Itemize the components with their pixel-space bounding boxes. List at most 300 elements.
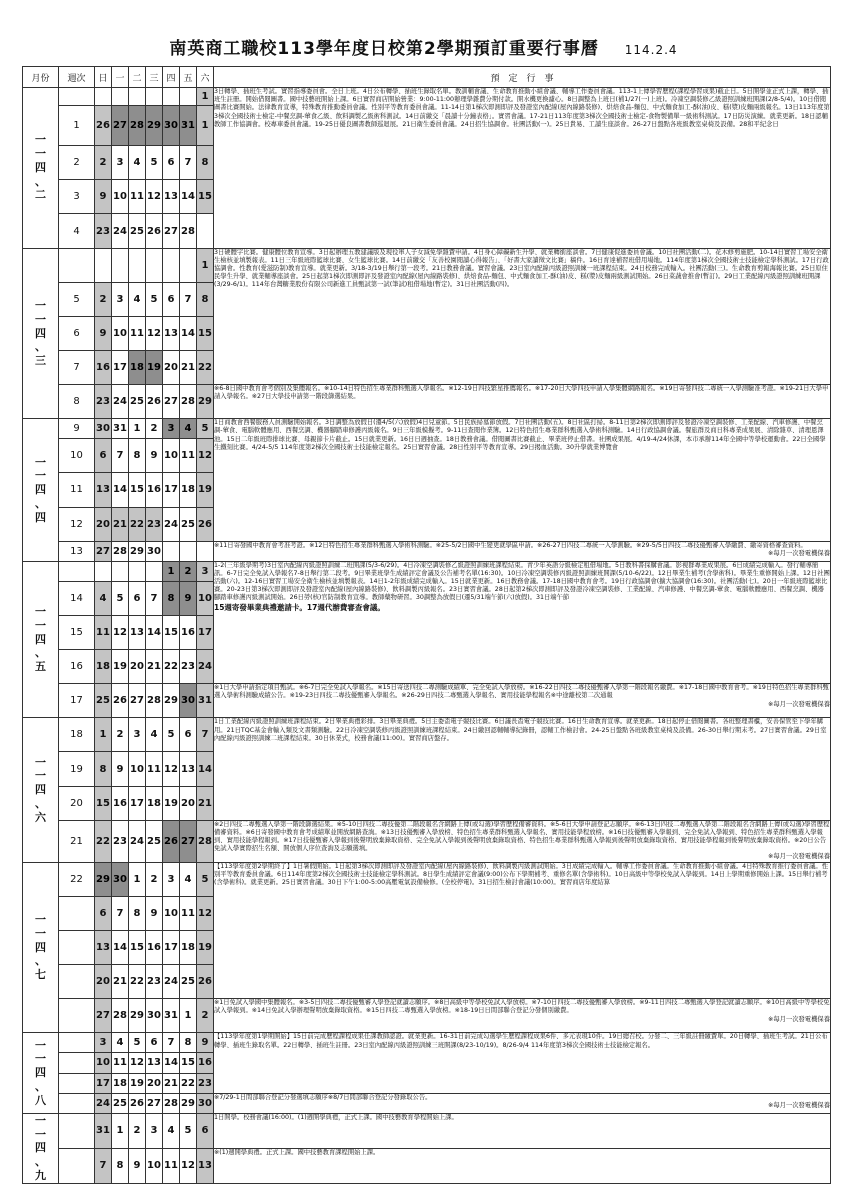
day-cell: 2 [146, 862, 163, 896]
events-text: ※2日四技二專甄選入學第一階段篩選結果。※5-10日四技二專技優第二階段報名含網路上傳(或勾選)學習歷程備審資料。※5-6日大學申請登記志願序。※6-13日四技二專甄選入學第二階段報名含網路上傳(或勾選)學習歷程備審資料。※6日寄發國中教育會考成績單並開放網路查詢。※13日技優甄審入學放榜、特色招生專業群科甄選入學報名、實用技能學程放榜。※16日技優甄審入學報到、完全免試入學報到、特色招生專業群科甄選入學報到、實用技能學程報到。※17日技優甄審入學報到後聲明放棄錄取資格、完全免試入學報到後聲明放棄錄取資格、特色招生專業群科甄選入學報到後聲明放棄錄取資格、實用技能學程報到後聲明放棄錄取資格。※20日公告免試入學實際招生名額、開放個人序位查詢及志願選填。 [214, 820, 830, 853]
week-row [23, 541, 831, 561]
day-cell: 23 [146, 965, 163, 999]
day-cell [112, 561, 129, 581]
day-cell [180, 88, 197, 106]
week-number: 21 [59, 820, 95, 862]
day-cell: 25 [180, 507, 197, 541]
day-cell: 12 [163, 752, 180, 786]
day-cell: 2 [95, 282, 112, 316]
day-cell: 8 [95, 752, 112, 786]
day-cell: 22 [180, 1073, 197, 1093]
month-cell: 一 一 四 、 五 [23, 561, 59, 718]
day-cell: 4 [180, 862, 197, 896]
day-cell: 23 [197, 1073, 214, 1093]
day-cell: 16 [95, 350, 112, 384]
day-cell: 25 [180, 965, 197, 999]
day-cell: 2 [197, 999, 214, 1033]
events-text: 1日開學。校務會議(16:00)。(1)週開學典禮，正式上課。國中技藝教育學程開始上課。 [214, 1113, 458, 1121]
day-cell: 1 [112, 1113, 129, 1148]
events-text: 1-2(三年級學期考)3日室內配線丙級證照訓練二班開課(5/3-6/29)。4日冷凍空調裝修乙級證照訓練班課程結束。青少年英語分級檢定租借場地。5日教科書採購會議。影視群專業成果展。6日成績完成輸入。發行輔導簡訊。6-7日完全免試入學報名7-8日舉行第二段考。9日畢業班學生成績評定會議及公告補考名單(16:30)。10日冷凍空調裝修丙級證照訓練班開課(5/10-6/22)。12日畢業生補考(含學術科)。畢業生重修開始上課。12日社團活動(六)。12-16日實習工場安全衛生檢核並填製報表。14日1-2年級成績完成輸入。15日就業更新。16日教務會議。17-18日國中教育會考。19日行政協調會(擴大協調會(16:30)。社團活動(七)。20日一年級班際籃球比賽。20-23日第3梯次即測即評及發證室內配線(屋內線路裝修)、飲料調製丙級報名。23日實習會議。28日起第2梯次即測即評及發證冷凍空調裝修、工業配線、汽車修護、中餐烹調-葷食、電腦軟體應用、西餐烹調、機器腳踏車修護丙級測試開始。26日勞(核)官防制教育宣導。教師藥物研習。30調整為放假日(遷5/31端午節(六)放假)。31日端午節 [214, 561, 830, 602]
day-cell: 8 [112, 1148, 129, 1183]
day-cell: 15 [95, 786, 112, 820]
day-cell: 26 [163, 820, 180, 862]
day-cell: 31 [197, 684, 214, 718]
events-cell [214, 718, 831, 820]
day-cell: 1 [197, 248, 214, 282]
day-cell: 17 [95, 1073, 112, 1093]
day-cell: 4 [129, 146, 146, 180]
day-cell: 29 [129, 999, 146, 1033]
day-cell: 4 [112, 1033, 129, 1053]
day-cell: 21 [163, 1073, 180, 1093]
day-cell: 9 [129, 1148, 146, 1183]
day-cell: 31 [180, 106, 197, 146]
day-cell: 9 [95, 180, 112, 214]
day-cell: 28 [112, 999, 129, 1033]
day-cell: 29 [163, 684, 180, 718]
day-cell: 12 [197, 439, 214, 473]
day-cell: 31 [95, 1113, 112, 1148]
day-cell: 20 [180, 786, 197, 820]
week-number: 6 [59, 316, 95, 350]
day-cell: 27 [95, 541, 112, 561]
day-cell: 11 [95, 615, 112, 649]
day-cell: 14 [180, 180, 197, 214]
day-cell: 26 [95, 106, 112, 146]
header-row [23, 67, 831, 88]
col-wed: 三 [146, 67, 163, 88]
day-cell: 16 [146, 473, 163, 507]
day-cell: 27 [129, 684, 146, 718]
day-cell: 19 [129, 1073, 146, 1093]
day-cell: 28 [129, 106, 146, 146]
week-number: 12 [59, 507, 95, 541]
day-cell: 15 [180, 1053, 197, 1073]
day-cell: 3 [146, 1113, 163, 1148]
day-cell: 27 [112, 106, 129, 146]
week-number: 1 [59, 106, 95, 146]
week-number [59, 1053, 95, 1073]
day-cell: 25 [129, 214, 146, 248]
day-cell: 21 [112, 965, 129, 999]
day-cell: 13 [129, 615, 146, 649]
day-cell: 13 [197, 1148, 214, 1183]
day-cell: 5 [146, 146, 163, 180]
day-cell: 6 [146, 1033, 163, 1053]
day-cell: 20 [95, 507, 112, 541]
day-cell: 24 [112, 214, 129, 248]
week-row [23, 862, 831, 896]
week-number: 11 [59, 473, 95, 507]
day-cell: 25 [95, 684, 112, 718]
day-cell [129, 561, 146, 581]
day-cell: 4 [163, 1113, 180, 1148]
day-cell: 14 [180, 316, 197, 350]
day-cell: 16 [146, 930, 163, 964]
day-cell [129, 88, 146, 106]
week-number: 2 [59, 146, 95, 180]
day-cell: 30 [95, 419, 112, 439]
events-text: ※7/29-1日間部聯合登記分發選填志願序※8/7日間部聯合登記分發錄取公告。 [214, 1093, 432, 1101]
events-cell [214, 1148, 831, 1183]
day-cell: 3 [112, 146, 129, 180]
day-cell: 28 [180, 385, 197, 419]
day-cell: 27 [180, 820, 197, 862]
day-cell: 11 [129, 180, 146, 214]
day-cell [180, 248, 197, 282]
events-cell [214, 999, 831, 1033]
col-mon: 一 [112, 67, 129, 88]
day-cell: 18 [180, 930, 197, 964]
day-cell: 26 [129, 1093, 146, 1113]
day-cell: 1 [129, 419, 146, 439]
day-cell: 1 [163, 561, 180, 581]
day-cell: 15 [129, 930, 146, 964]
week-number: 22 [59, 862, 95, 896]
day-cell: 8 [197, 146, 214, 180]
week-number [59, 561, 95, 581]
day-cell: 7 [180, 282, 197, 316]
day-cell: 21 [180, 350, 197, 384]
day-cell: 13 [163, 316, 180, 350]
day-cell: 25 [129, 385, 146, 419]
maintenance-note: ※每月一次發電機保養 [768, 1015, 830, 1023]
day-cell: 21 [112, 507, 129, 541]
col-fri: 五 [180, 67, 197, 88]
day-cell: 8 [197, 282, 214, 316]
events-text: 【113學年度第2學期終了】1日暑假開始。1日起第3梯次即測即評及發證室內配線(屋內線路裝修)、飲料調製丙級測試開始。3日成績完成輸入。輔導工作委員會議。生命教育推動小組會議。4日特殊教育推行委員會議。性別平等教育委員會議。6日114年度第2梯次全國技術士技能檢定學科測試。8日學生成績評定會議(9:00)公布下學期補考、重修名單(含學術科)。10日高級中等學校免試入學報到。14日上學期重修開始上課。15日舉行補考(含學術科)。就業更新。25日實習會議。30日下午1:00-5:00高壓電氣設備檢修。(全校停電)。31日招生檢討會議(10:00)。實習商店年度結算 [214, 862, 828, 887]
month-cell: 一 一 四 、 三 [23, 248, 59, 419]
day-cell: 10 [163, 896, 180, 930]
day-cell: 18 [95, 650, 112, 684]
day-cell [146, 248, 163, 282]
day-cell: 6 [163, 146, 180, 180]
week-number: 19 [59, 752, 95, 786]
day-cell: 22 [129, 507, 146, 541]
day-cell: 8 [163, 581, 180, 615]
day-cell: 20 [163, 350, 180, 384]
events-cell [214, 862, 831, 999]
day-cell: 8 [180, 1033, 197, 1053]
day-cell: 4 [146, 718, 163, 752]
day-cell: 1 [180, 999, 197, 1033]
day-cell: 19 [197, 930, 214, 964]
col-thu: 四 [163, 67, 180, 88]
day-cell: 3 [95, 1033, 112, 1053]
day-cell: 22 [95, 820, 112, 862]
month-cell: 一 一 四 、 九 [23, 1113, 59, 1183]
day-cell: 25 [112, 1093, 129, 1113]
events-cell [214, 684, 831, 718]
week-number [59, 1093, 95, 1113]
day-cell: 27 [146, 1093, 163, 1113]
title-date: 114.2.4 [624, 43, 678, 57]
events-text: 1日商教會西餐服務人員測驗開始報名。3日調整為放假日(遷4/5(六)放假)4日兒童節。5日民族掃墓節放假。7日社團活動(五)。8日社區打掃。8-11日第2梯次即測即評及發證冷凍空調裝修、工業配線、汽車修護、中餐烹調-葷食、電腦軟體應用、西餐烹調、機器腳踏車修護丙級報名。9日三年級模擬考。9-11日查閱作業簿。12日特色招生專業群科甄選入學術科測驗。14日行政協調會議。餐旅群及商日科專業成果展、清除雜草、清理恩澤池。15日二年級班際排球比賽、母親節卡片截止。15日就業更新。16日日週抽查。18日教務會議。借閱圖書比賽截止、畢業班停止借書。社團成果展。4/19-4/24休課，本市承辦114年全國中等學校運動會。22日全國學生鐵刻比賽。4/24-5/5 114年度第2梯次全國技術士技能檢定報名。25日實習會議。28日性別平等教育宣導。29日揭血活動。30升學就業博覽會 [214, 419, 826, 451]
day-cell [163, 541, 180, 561]
day-cell: 28 [163, 1093, 180, 1113]
day-cell: 13 [95, 473, 112, 507]
day-cell: 3 [197, 561, 214, 581]
week-number: 7 [59, 350, 95, 384]
week-number: 5 [59, 282, 95, 316]
day-cell: 30 [180, 684, 197, 718]
day-cell: 12 [146, 316, 163, 350]
day-cell: 10 [112, 180, 129, 214]
day-cell: 9 [95, 316, 112, 350]
day-cell: 8 [129, 896, 146, 930]
week-number: 13 [59, 541, 95, 561]
day-cell: 5 [112, 581, 129, 615]
col-week: 週次 [59, 67, 95, 88]
week-row [23, 1148, 831, 1183]
day-cell: 15 [197, 316, 214, 350]
week-row [23, 248, 831, 282]
day-cell: 2 [112, 718, 129, 752]
day-cell: 30 [163, 106, 180, 146]
maintenance-note: ※每月一次發電機保養 [768, 853, 830, 861]
week-row [23, 88, 831, 106]
week-number: 15 [59, 615, 95, 649]
events-cell [214, 419, 831, 541]
day-cell: 9 [112, 752, 129, 786]
day-cell: 8 [129, 439, 146, 473]
day-cell: 29 [180, 1093, 197, 1113]
col-sat: 六 [197, 67, 214, 88]
day-cell: 3 [112, 282, 129, 316]
maintenance-note: ※每月一次發電機保養 [768, 549, 830, 557]
week-number [59, 1073, 95, 1093]
day-cell: 17 [163, 930, 180, 964]
day-cell: 13 [180, 752, 197, 786]
col-month: 月份 [23, 67, 59, 88]
day-cell: 10 [146, 1148, 163, 1183]
day-cell: 15 [197, 180, 214, 214]
week-number: 8 [59, 385, 95, 419]
week-number [59, 1148, 95, 1183]
page-title: 南英商工職校113學年度日校第2學期預訂重要行事曆 114.2.4 [169, 39, 678, 59]
day-cell: 11 [180, 896, 197, 930]
week-row [23, 561, 831, 581]
week-number [59, 930, 95, 964]
month-cell: 一 一 四 、 二 [23, 88, 59, 249]
events-text: 【113學年度第1學期開始】15日前完成歷程課程成果任課教師認證。就業更新。16-31日前完成勾選學生歷程課程成果6件、多元表現10件。19日總召校。分發二、三年級註冊繳費單。20日轉學、插班生考試。21日公布轉學、插班生錄取名單。22日轉學、插班生註冊。23日室內配線丙級證照訓練三班開課(8/23-10/19)。8/26-9/4 114年度第3梯次全國技術士技能檢定報名。 [214, 1033, 828, 1049]
maintenance-note: ※每月一次發電機保養 [768, 1101, 830, 1109]
week-number: 9 [59, 419, 95, 439]
day-cell: 14 [112, 930, 129, 964]
day-cell: 22 [129, 965, 146, 999]
day-cell: 9 [146, 896, 163, 930]
day-cell: 6 [180, 718, 197, 752]
day-cell: 11 [146, 752, 163, 786]
week-row [23, 1033, 831, 1053]
day-cell: 5 [180, 1113, 197, 1148]
week-number: 4 [59, 214, 95, 248]
events-cell [214, 561, 831, 683]
day-cell: 17 [163, 473, 180, 507]
day-cell: 20 [146, 1073, 163, 1093]
events-text: 3日硬體字比賽。健康體位教育宣導。3日起辦理五教建議版及現役軍人子女減免學雜費申請。4日身心障礙新生升學、就業轉銜座談會。7日健康促進委員會議。10日社團活動(二)。花木修剪施肥。10-14日實習工場安全衛生檢核並填製報表。11日三年級班際籃球比賽、女生籃球比賽。14日前繳交「友善校園閱讀心得報告」、「好書大家讀徵文比賽」稿件。16日育達補習班借用場地。114年度第1梯次全國技術士技能檢定學科測試。17日行政協調會。性教育(愛滋防制)教育宣導。就業更新。3/18-3/19日舉行第一段考。21日教務會議。實習會議。23日室內配線丙級證照訓練一班課程結束。24日校務完成輸入。社團活動(三)。生命教育剪報海報比賽。25日原住民學生升學、就業輔導座談會。25日起第1梯次即測即評及發證室內配線(屋內線路裝修)、烘焙食品-麵包、中式麵食加工-酥(油)皮、糕(漿)皮麵兩級測試開始。26日菜蔬會推會(暫訂)。29日工業配線丙級證照訓練班開課(3/29-6/1)。114年台灣糖業股份有限公司新進工員甄試第一試(筆試)租借場地(暫定)。31日社團活動(四)。 [214, 248, 829, 289]
day-cell: 11 [129, 316, 146, 350]
day-cell: 18 [129, 350, 146, 384]
events-text: ※1日大學申請指定項目甄試。※6-7日完全免試入學報名。※15日寄送四技二專測驗成績單、完全免試入學放榜。※16-22日四技二專技優甄審入學第一階段報名繳費。※17-18日國中教育會考。※19日特色招生專業群科甄選入學術科測驗成績公告。※19-23日四技二專技優甄審入學報名。※26-29日四技二專甄選入學報名、實用技能學程報名※中途離校第二次通報 [214, 684, 829, 700]
day-cell: 1 [197, 106, 214, 146]
day-cell: 20 [129, 650, 146, 684]
day-cell: 6 [163, 282, 180, 316]
events-text: 1日工業配線丙級證照訓練班課程結束。2日畢業典禮彩排。3日畢業典禮。5日主委盃電子競技比賽。6日議長盃電子競技比賽。16日生命教育宣導。就業更新。18日起停止借閱圖書。各班整理書櫃，安善保管至下學年購用。21日TQC基金會輸入類及文書類測驗。22日冷凍空調裝修丙級證照訓練班課程結束。24日繳回認輔輔導紀錄冊，認輔工作檢討會。24-25日盤點各班級教室桌椅及設備。26-30日舉行期末考。27日實習會議。29日室內配線丙級證照訓練二班課程結束。30日休業式，校務會議(11:00)。實習商店盤存。 [214, 718, 827, 742]
day-cell: 24 [197, 650, 214, 684]
day-cell: 17 [112, 350, 129, 384]
week-row [23, 385, 831, 419]
day-cell: 7 [95, 1148, 112, 1183]
day-cell: 29 [129, 541, 146, 561]
week-row [23, 684, 831, 718]
day-cell: 1 [95, 718, 112, 752]
day-cell: 1 [129, 862, 146, 896]
day-cell: 24 [129, 820, 146, 862]
day-cell: 29 [95, 862, 112, 896]
day-cell: 31 [163, 999, 180, 1033]
week-number: 3 [59, 180, 95, 214]
day-cell: 30 [112, 862, 129, 896]
events-cell [214, 1033, 831, 1093]
day-cell: 27 [163, 385, 180, 419]
day-cell: 18 [180, 473, 197, 507]
events-text: ※(1)週開學典禮。正式上課。國中技藝教育課程開始上課。 [214, 1148, 380, 1156]
day-cell: 27 [95, 999, 112, 1033]
day-cell: 3 [129, 718, 146, 752]
day-cell [112, 248, 129, 282]
day-cell: 27 [163, 214, 180, 248]
week-row [23, 1113, 831, 1148]
day-cell: 23 [146, 507, 163, 541]
day-cell [163, 88, 180, 106]
day-cell: 1 [197, 88, 214, 106]
day-cell [129, 248, 146, 282]
day-cell: 26 [112, 684, 129, 718]
day-cell [95, 248, 112, 282]
day-cell: 10 [95, 1053, 112, 1073]
day-cell [180, 541, 197, 561]
week-number [59, 88, 95, 106]
day-cell: 28 [146, 684, 163, 718]
day-cell: 2 [146, 419, 163, 439]
events-cell [214, 88, 831, 249]
week-number [59, 965, 95, 999]
events-text: ※1日免試入學國中集體報名。※3-5日四技二專技優甄審入學登記就讀志願序。※8日高級中等學校免試入學放榜。※7-10日四技二專技優甄審入學放榜。※9-11日四技二專甄選入學登記就讀志願序。※10日高級中等學校免試入學報到。※14日免試入學辦理聲明放棄錄取資格。※15日四技二專甄選入學放榜。※18-19日日間部聯合登記分發個別繳費。 [214, 999, 830, 1015]
day-cell: 6 [129, 581, 146, 615]
day-cell: 6 [95, 439, 112, 473]
week-number: 16 [59, 650, 95, 684]
week-number [59, 896, 95, 930]
events-text: 3日轉學、插班生考試。實習指導委員會。全日上班。4日公布轉學、插班生錄取名單。教訓輔會議、生命教育推動小組會議、輔導工作委員會議。113-1上傳學習歷程(課程學習成果)截止日。5日開學並正式上課，轉學、插班生註冊。開始借閱圖書。國中技藝班開始上課。6日實習商店開始營業：9:00-11:00辦理學雜費分期付款。開水機更換濾心。8日調整為上班日(補1/27(一)上班)。冷凍空調裝修乙級證照訓練班開課(2/8-5/4)。10日借閱圖書比賽開始。法律教育宣導，特殊教育推動委員會議。性別平等教育委員會議。11-14日第1梯次即測即評及發證室內配線(屋內線路裝修)、烘焙食品-麵包、中式麵食加工-酥(油)皮、糕(漿)皮麵兩級報名。13日113年度第3梯次全國技術士檢定-中餐烹調-葷食乙級、飲料調製乙級術科測試。14日前繳交「晨讀十分鐘表格」。實習會議。17-21日113年度第3梯次全國技術士檢定-食物製備單一級術科測試。17日防災演練。就業更新。18日認輔教師工作協調會。校專車委員會議。19-25日優良圖書教師巡迴展。21日衛生委員會議。24日招生協調會。社團活動(一)。25日貴易、工讀生座談會。26-27日盤點各班級教室桌椅及設備。28和平紀念日 [214, 88, 830, 128]
week-number [59, 1113, 95, 1148]
day-cell: 19 [112, 650, 129, 684]
week-number [59, 999, 95, 1033]
day-cell: 10 [112, 316, 129, 350]
day-cell: 12 [112, 615, 129, 649]
day-cell: 14 [146, 615, 163, 649]
day-cell: 7 [112, 439, 129, 473]
day-cell: 30 [146, 999, 163, 1033]
day-cell: 15 [163, 615, 180, 649]
week-row [23, 419, 831, 439]
day-cell: 14 [197, 752, 214, 786]
day-cell: 12 [146, 180, 163, 214]
week-row [23, 1093, 831, 1113]
day-cell [197, 541, 214, 561]
day-cell: 9 [197, 1033, 214, 1053]
day-cell: 10 [129, 752, 146, 786]
week-number: 14 [59, 581, 95, 615]
day-cell: 17 [129, 786, 146, 820]
day-cell: 26 [197, 965, 214, 999]
day-cell: 5 [197, 419, 214, 439]
events-cell [214, 820, 831, 862]
week-number: 10 [59, 439, 95, 473]
day-cell: 9 [146, 439, 163, 473]
day-cell: 5 [129, 1033, 146, 1053]
day-cell: 12 [180, 1148, 197, 1183]
events-cell [214, 385, 831, 419]
week-row [23, 999, 831, 1033]
day-cell [163, 248, 180, 282]
day-cell: 6 [95, 896, 112, 930]
day-cell: 24 [163, 507, 180, 541]
day-cell: 7 [180, 146, 197, 180]
day-cell: 10 [197, 581, 214, 615]
day-cell: 4 [180, 419, 197, 439]
month-cell: 一 一 四 、 六 [23, 718, 59, 862]
day-cell [95, 88, 112, 106]
day-cell: 24 [112, 385, 129, 419]
day-cell: 31 [112, 419, 129, 439]
day-cell: 24 [95, 1093, 112, 1113]
day-cell: 5 [146, 282, 163, 316]
day-cell: 10 [163, 439, 180, 473]
events-cell [214, 541, 831, 561]
events-text: ※6-8日國中教育會考個別及集體報名。※10-14日特色招生專業群科甄選入學報名。※12-19日四技繁星推薦報名。※17-20日大學四技申請入學集體網路報名。※19日寄發四技二專統一入學測驗准考證。※19-21日大學申請入學報名。※27日大學技申請第一階段篩選結果。 [214, 385, 829, 401]
week-number [59, 248, 95, 282]
day-cell: 17 [197, 615, 214, 649]
day-cell: 2 [180, 561, 197, 581]
month-cell: 一 一 四 、 八 [23, 1033, 59, 1113]
day-cell: 11 [163, 1148, 180, 1183]
week-number: 20 [59, 786, 95, 820]
day-cell: 14 [163, 1053, 180, 1073]
day-cell: 15 [129, 473, 146, 507]
col-sun: 日 [95, 67, 112, 88]
calendar-table [22, 66, 831, 1184]
day-cell: 24 [163, 965, 180, 999]
day-cell: 2 [95, 146, 112, 180]
day-cell: 20 [95, 965, 112, 999]
week-row [23, 718, 831, 752]
day-cell: 4 [129, 282, 146, 316]
day-cell: 19 [163, 786, 180, 820]
maintenance-note: ※每月一次發電機保養 [768, 700, 830, 708]
day-cell: 28 [197, 820, 214, 862]
day-cell: 18 [146, 786, 163, 820]
day-cell: 11 [112, 1053, 129, 1073]
events-cell [214, 1113, 831, 1148]
day-cell: 6 [197, 1113, 214, 1148]
week-number: 17 [59, 684, 95, 718]
day-cell: 13 [95, 930, 112, 964]
day-cell: 25 [146, 820, 163, 862]
day-cell: 30 [146, 541, 163, 561]
day-cell: 21 [197, 786, 214, 820]
day-cell: 19 [197, 473, 214, 507]
